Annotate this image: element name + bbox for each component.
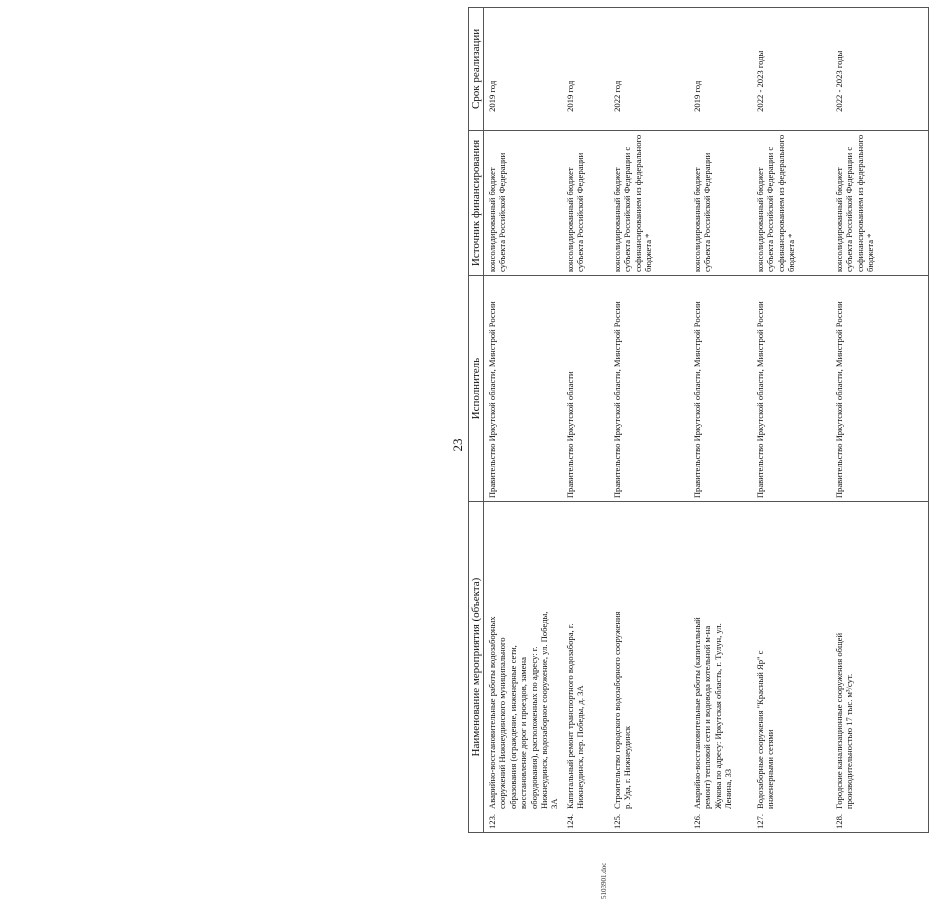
table-header-row — [469, 8, 484, 833]
header-executor: Исполнитель — [469, 276, 484, 502]
row-number: 123. — [487, 813, 497, 829]
cell-term: 2022 год — [609, 8, 689, 131]
header-funding: Источник финансирования — [469, 130, 484, 275]
cell-executor: Правительство Иркутской области, Минстрой России — [484, 276, 562, 502]
cell-term: 2022 - 2023 годы — [831, 8, 929, 131]
table-row — [752, 8, 831, 833]
cell-funding: консолидированный бюджет субъекта Российской Федерации — [484, 130, 562, 275]
cell-executor: Правительство Иркутской области — [562, 276, 609, 502]
measure-name: Аварийно-восстановительные работы водозаборных сооружений Нижнеудинского муниципального образования (ограждение, инженерные сети, восстановление дорог и проездов, замена оборудования), расположенных по адресу: г. Нижнеудинск, водозаборное сооружение, ул. Победы, 3А — [487, 611, 560, 809]
measure-name: Строительство городского водозаборного сооружения р. Уда, г. Нижнеудинск — [611, 611, 633, 809]
cell-name — [752, 502, 831, 833]
table-row — [484, 8, 562, 833]
cell-funding: консолидированный бюджет субъекта Российской Федерации с софинансированием из федерального бюджета * — [609, 130, 689, 275]
row-number: 124. — [564, 813, 575, 829]
cell-funding: консолидированный бюджет субъекта Российской Федерации с софинансированием из федерального бюджета * — [831, 130, 929, 275]
cell-term: 2019 год — [484, 8, 562, 131]
page-number: 23 — [450, 438, 465, 452]
cell-name — [689, 502, 752, 833]
cell-executor: Правительство Иркутской области, Минстрой России — [831, 276, 929, 502]
measure-name: Городские канализационные сооружения общей производительностью 17 тыс. м³/сут. — [833, 632, 855, 809]
cell-term: 2019 год — [562, 8, 609, 131]
measures-table — [468, 7, 929, 833]
table-row — [689, 8, 752, 833]
cell-name — [484, 502, 562, 833]
cell-funding: консолидированный бюджет субъекта Российской Федерации — [689, 130, 752, 275]
header-term: Срок реализации — [469, 8, 484, 131]
table-row — [831, 8, 929, 833]
cell-executor: Правительство Иркутской области, Минстрой России — [689, 276, 752, 502]
measure-name: Водозаборные сооружения "Красный Яр" с инженерными сетями — [754, 650, 776, 809]
row-number: 126. — [691, 813, 702, 829]
row-number: 128. — [833, 813, 844, 829]
cell-term: 2022 - 2023 годы — [752, 8, 831, 131]
cell-executor: Правительство Иркутской области, Минстрой России — [609, 276, 689, 502]
cell-executor: Правительство Иркутской области, Минстрой России — [752, 276, 831, 502]
cell-name — [609, 502, 689, 833]
header-name: Наименование мероприятия (объекта) — [469, 502, 484, 833]
cell-name — [562, 502, 609, 833]
table-row — [609, 8, 689, 833]
row-number: 125. — [611, 813, 622, 829]
cell-name — [831, 502, 929, 833]
cell-funding: консолидированный бюджет субъекта Российской Федерации с софинансированием из федерального бюджета * — [752, 130, 831, 275]
file-footer: 5103901.doc — [600, 862, 608, 899]
row-number: 127. — [754, 813, 765, 829]
table-row — [562, 8, 609, 833]
cell-funding: консолидированный бюджет субъекта Российской Федерации — [562, 130, 609, 275]
measure-name: Капитальный ремонт транспортного водозабора, г. Нижнеудинск, пер. Победы, д. 3А — [564, 623, 586, 809]
cell-term: 2019 год — [689, 8, 752, 131]
measure-name: Аварийно-восстановительные работы (капитальный ремонт) тепловой сети и водовода котельной м-на Жукова по адресу: Иркутская область, г. Тулун, ул. Ленина, 33 — [691, 617, 734, 809]
